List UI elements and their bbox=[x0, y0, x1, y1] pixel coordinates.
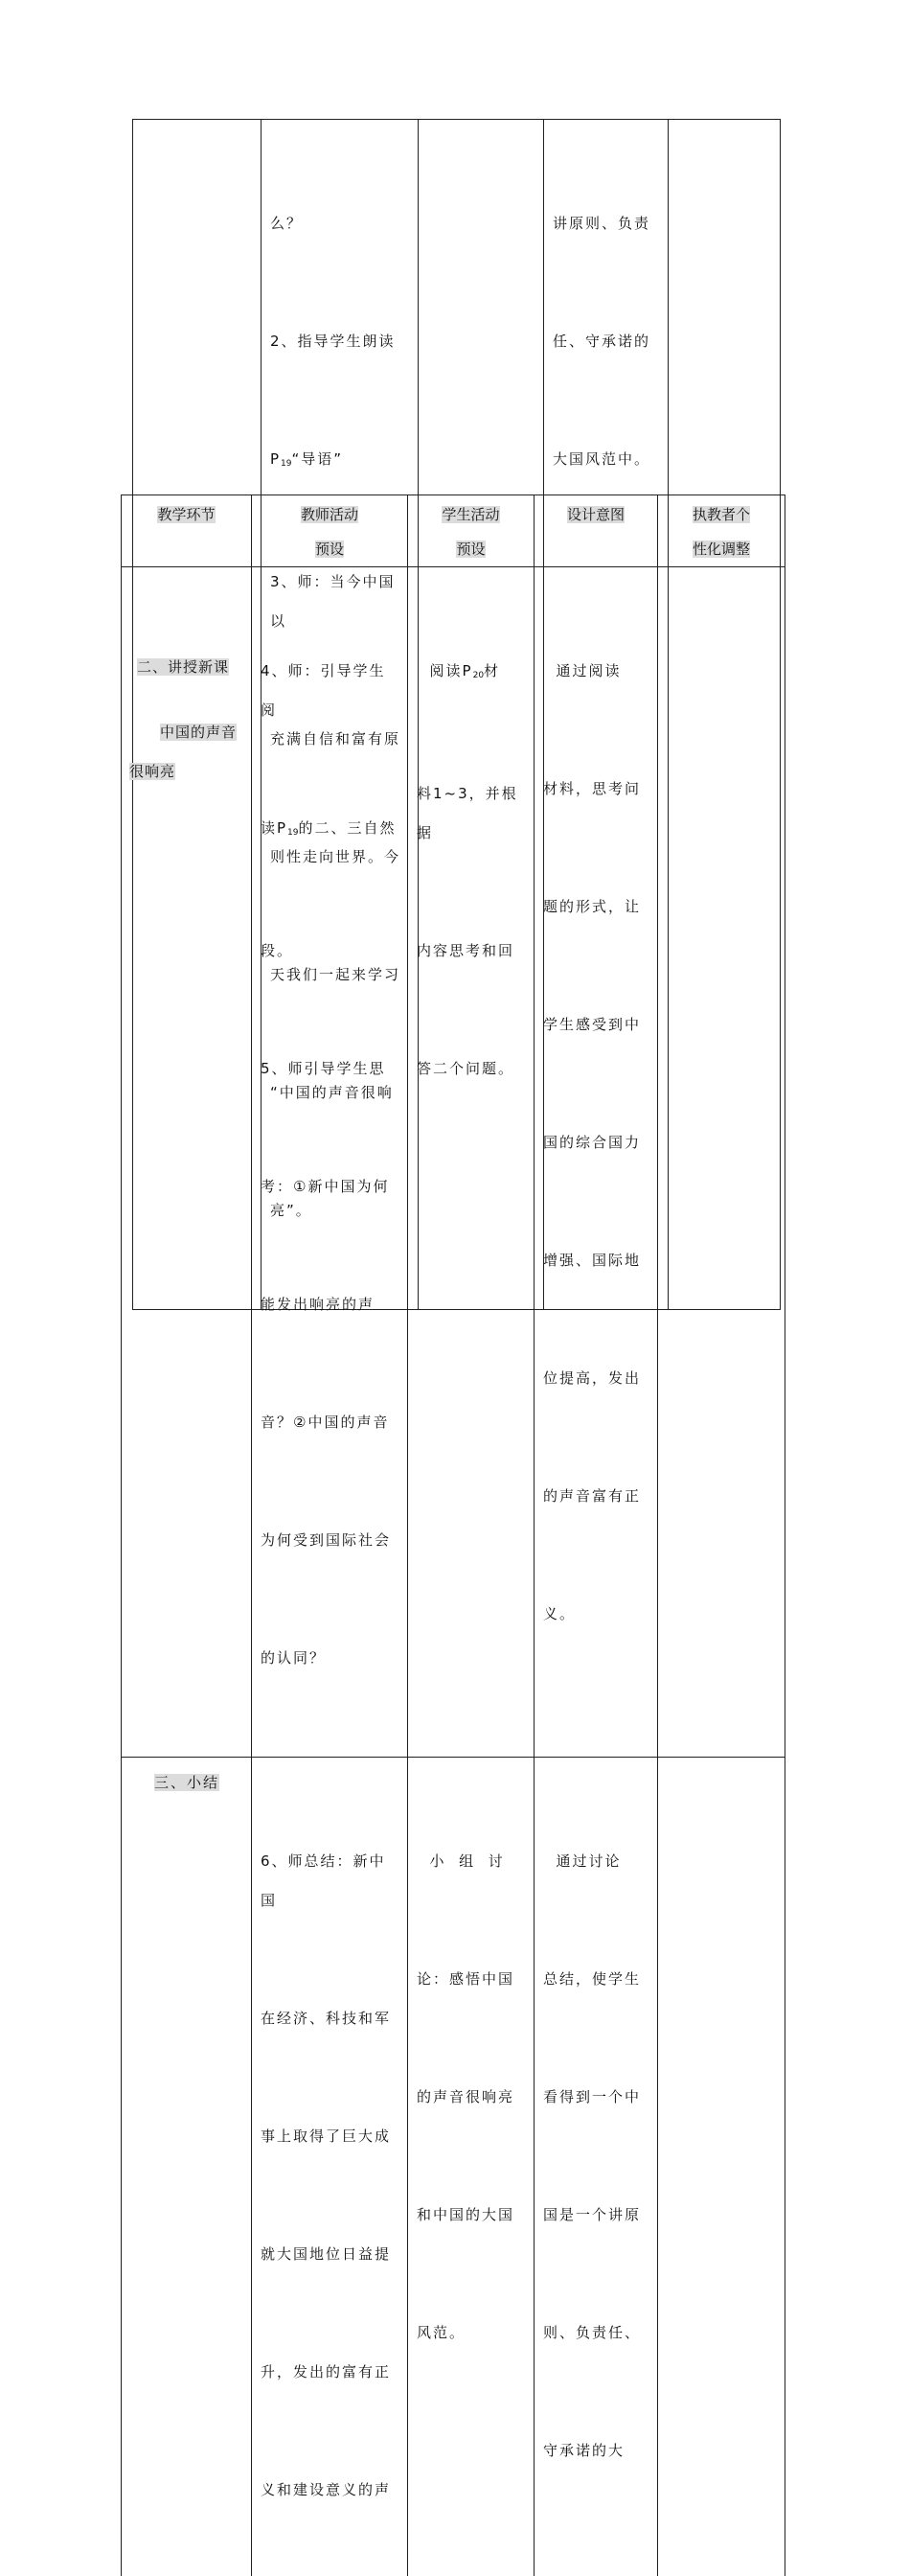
text-line: 就大国地位日益提 bbox=[261, 2235, 398, 2274]
text-line: 国是一个讲原 bbox=[543, 2196, 648, 2235]
teacher-activity-cell bbox=[252, 567, 408, 1758]
text-line: 守承诺的大 bbox=[543, 2431, 648, 2471]
text-line: 为何受到国际社会 bbox=[261, 1521, 398, 1560]
text-line: 5、师引导学生思 bbox=[261, 1049, 398, 1089]
text-line: 看得到一个中 bbox=[543, 2078, 648, 2117]
text-line: 学生感受到中 bbox=[543, 1005, 648, 1045]
text-line: 亮”。 bbox=[270, 1191, 409, 1230]
text-line: 题的形式，让 bbox=[543, 887, 648, 927]
text-line: 大国风范中。 bbox=[553, 440, 659, 479]
text-line: 通过讨论 bbox=[543, 1842, 648, 1881]
text-line: 4、师：引导学生阅 bbox=[261, 652, 398, 730]
header-adjustment: 执教者个 性化调整 bbox=[658, 495, 785, 567]
text-line: 在经济、科技和军 bbox=[261, 1999, 398, 2038]
text-line: 很响亮 bbox=[122, 752, 251, 792]
header-stage: 教学环节 bbox=[122, 495, 252, 567]
text-line: 则性走向世界。今 bbox=[270, 838, 409, 877]
text-line: 读$P_{19}$的二、三自然 bbox=[261, 809, 398, 853]
text-line: 音？②中国的声音 bbox=[261, 1403, 398, 1442]
text-line: 阅读$P_{20}$材 bbox=[417, 652, 525, 696]
header-student-activity: 学生活动 预设 bbox=[408, 495, 535, 567]
text-line: 义。 bbox=[543, 1595, 648, 1634]
text-line: 二、讲授新课 bbox=[122, 648, 251, 687]
text-line: “中国的声音很响 bbox=[270, 1073, 409, 1113]
text-line: 料1~3，并根据 bbox=[417, 774, 525, 853]
text-line: 风范。 bbox=[417, 2313, 525, 2353]
text-line: 的声音很响亮 bbox=[417, 2078, 525, 2117]
lesson-plan-table bbox=[121, 494, 785, 2576]
text-line: 3、师：当今中国以 bbox=[270, 563, 409, 641]
text-line: 升，发出的富有正 bbox=[261, 2353, 398, 2392]
text-line: 任、守承诺的 bbox=[553, 322, 659, 361]
text-line: 通过阅读 bbox=[543, 652, 648, 691]
table-row bbox=[122, 567, 785, 1758]
teacher-activity-cell bbox=[252, 1758, 408, 2576]
text-line: 的认同？ bbox=[261, 1639, 398, 1678]
text-line: 中国的声音 bbox=[122, 713, 251, 752]
header-row bbox=[122, 495, 785, 567]
header-teacher-activity: 教师活动 预设 bbox=[252, 495, 408, 567]
text-line: 天我们一起来学习 bbox=[270, 955, 409, 995]
text-line: 增强、国际地 bbox=[543, 1241, 648, 1280]
adjust-cell-empty bbox=[658, 567, 785, 1758]
text-line: 答二个问题。 bbox=[417, 1049, 525, 1089]
text-line: 义和建设意义的声 bbox=[261, 2471, 398, 2510]
text-line: 考：①新中国为何 bbox=[261, 1167, 398, 1207]
text-line: $P_{19}“$导语” bbox=[270, 440, 409, 484]
text-line: 论：感悟中国 bbox=[417, 1960, 525, 1999]
text-line: 6、师总结：新中国 bbox=[261, 1842, 398, 1920]
text-line: 2、指导学生朗读 bbox=[270, 322, 409, 361]
text-line: 总结，使学生 bbox=[543, 1960, 648, 1999]
stage-cell bbox=[122, 1758, 252, 2576]
text-line: 内容思考和回 bbox=[417, 932, 525, 971]
text-line: 和中国的大国 bbox=[417, 2196, 525, 2235]
student-activity-cell bbox=[408, 567, 535, 1758]
text-line: 国的综合国力 bbox=[543, 1123, 648, 1162]
stage-cell bbox=[122, 567, 252, 1758]
header-design-intent: 设计意图 bbox=[535, 495, 658, 567]
design-intent-cell bbox=[535, 1758, 658, 2576]
design-intent-cell bbox=[535, 567, 658, 1758]
table-row bbox=[122, 1758, 785, 2576]
stage-label: 三、小结 bbox=[154, 1774, 219, 1791]
text-line: 充满自信和富有原 bbox=[270, 720, 409, 759]
text-line: 段。 bbox=[261, 932, 398, 971]
text-line: 材料，思考问 bbox=[543, 770, 648, 809]
adjust-cell-empty bbox=[658, 1758, 785, 2576]
student-activity-cell bbox=[408, 1758, 535, 2576]
text-line: 位提高，发出 bbox=[543, 1359, 648, 1398]
text-line: 的声音富有正 bbox=[543, 1477, 648, 1516]
text-line: 能发出响亮的声 bbox=[261, 1285, 398, 1324]
text-line: 则、负责任、 bbox=[543, 2313, 648, 2353]
text-line: 么？ bbox=[270, 204, 409, 243]
text-line: 讲原则、负责 bbox=[553, 204, 659, 243]
text-line: 小 组 讨 bbox=[417, 1842, 525, 1881]
text-line: 事上取得了巨大成 bbox=[261, 2117, 398, 2156]
